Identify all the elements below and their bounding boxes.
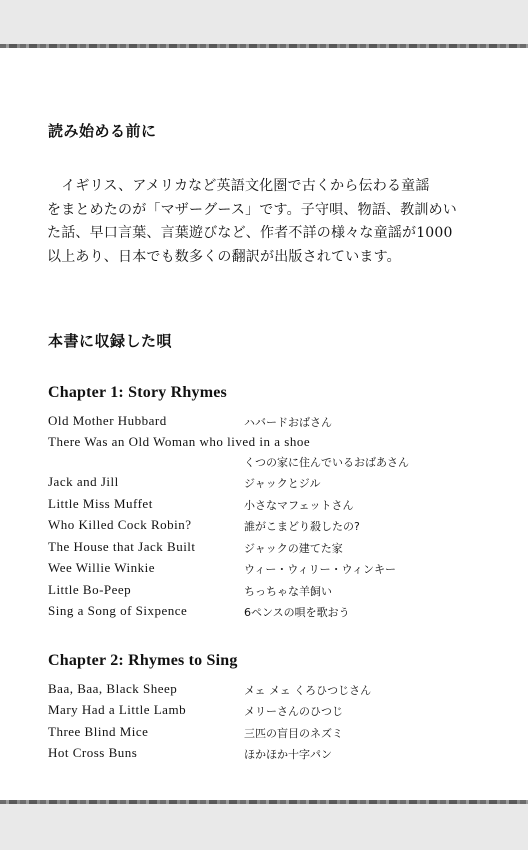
song-title-en: Baa, Baa, Black Sheep [48, 681, 178, 696]
song-title-ja: 小さなマフェットさん [244, 499, 354, 512]
song-title-en: Jack and Jill [48, 474, 119, 489]
song-title-ja: ほかほか十字パン [244, 748, 332, 761]
song-title-en: The House that Jack Built [48, 539, 196, 554]
song-title-en: Wee Willie Winkie [48, 560, 156, 575]
song-title-ja: 6ペンスの唄を歌おう [244, 606, 350, 619]
song-row [0, 496, 528, 516]
intro-line: イギリス、アメリカなど英語文化圏で古くから伝わる童謡 [47, 178, 430, 194]
song-title-ja: 誰がこまどり殺したの? [244, 520, 360, 533]
song-title-en: Three Blind Mice [48, 724, 149, 739]
song-title-en: Who Killed Cock Robin? [48, 517, 192, 532]
intro-heading: 読み始める前に [48, 122, 157, 140]
page-top-edge [0, 44, 528, 48]
song-title-en: Little Bo-Peep [48, 582, 132, 597]
song-row [0, 560, 528, 580]
song-title-en: There Was an Old Woman who lived in a shoe [48, 434, 311, 449]
intro-line: た話、早口言葉、言葉遊びなど、作者不詳の様々な童謡が1000 [47, 225, 453, 242]
intro-line: 以上あり、日本でも数多くの翻訳が出版されています。 [47, 249, 401, 266]
song-title-ja: ジャックとジル [244, 477, 321, 490]
song-title-en: Old Mother Hubbard [48, 413, 167, 428]
song-title-en: Hot Cross Buns [48, 745, 138, 760]
page-bottom-edge [0, 800, 528, 804]
song-title-en: Mary Had a Little Lamb [48, 702, 187, 717]
song-row [0, 681, 528, 701]
chapter-title: Chapter 2: Rhymes to Sing [48, 652, 238, 669]
song-row [0, 702, 528, 722]
song-row [0, 745, 528, 765]
song-row [0, 413, 528, 433]
song-row [0, 724, 528, 744]
song-title-ja: 三匹の盲目のネズミ [244, 727, 343, 740]
intro-line: をまとめたのが「マザーグース」です。子守唄、物語、教訓めい [47, 201, 457, 218]
song-row [0, 539, 528, 559]
song-title-en: Sing a Song of Sixpence [48, 603, 188, 618]
song-row [0, 474, 528, 494]
song-row [0, 582, 528, 602]
song-title-ja: メリーさんのひつじ [244, 705, 343, 718]
song-row [0, 434, 528, 469]
song-title-ja: くつの家に住んでいるおばあさん [244, 456, 409, 469]
song-title-ja: メェ メェ くろひつじさん [244, 684, 372, 697]
song-title-ja: ハバードおばさん [244, 416, 332, 429]
contents-heading: 本書に収録した唄 [48, 332, 173, 350]
song-title-ja: ウィー・ウィリー・ウィンキー [244, 563, 397, 576]
intro-paragraph [47, 175, 467, 270]
song-title-ja: ジャックの建てた家 [244, 542, 343, 555]
song-title-ja: ちっちゃな羊飼い [244, 585, 332, 598]
chapter-title: Chapter 1: Story Rhymes [48, 384, 227, 401]
song-row [0, 517, 528, 537]
song-row [0, 603, 528, 623]
song-title-en: Little Miss Muffet [48, 496, 153, 511]
